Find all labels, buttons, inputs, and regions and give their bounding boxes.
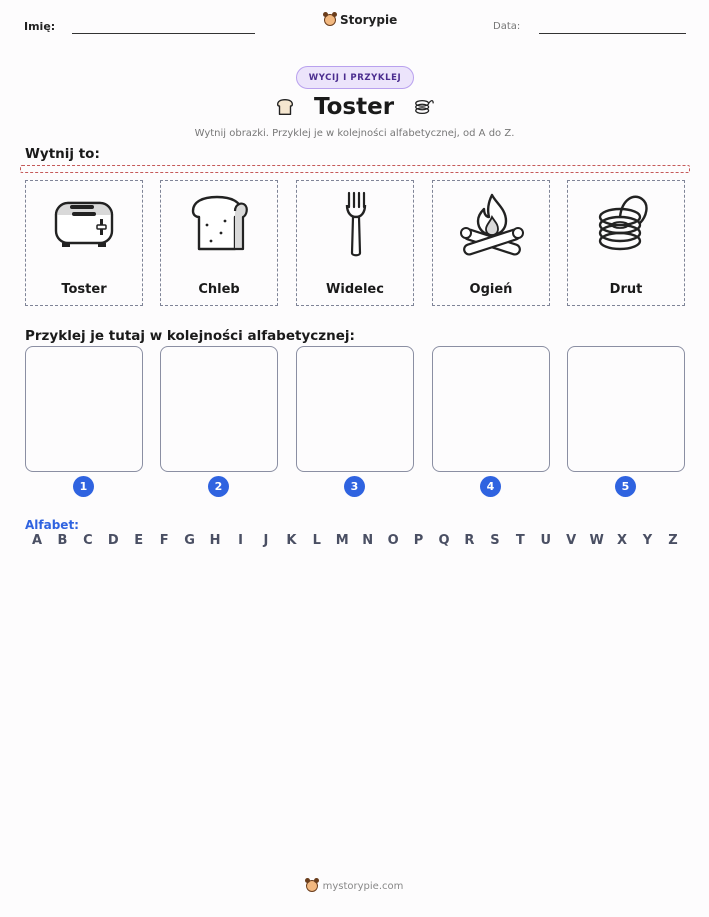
alphabet-letter: X [617, 533, 628, 548]
cut-section-label: Wytnij to: [25, 146, 100, 162]
title-row [270, 92, 440, 122]
cut-card-fork[interactable] [296, 180, 414, 306]
fork-icon [321, 189, 391, 259]
alphabet-letter: S [490, 533, 500, 548]
alphabet-letter: N [362, 533, 374, 548]
paste-section-label: Przyklej je tutaj w kolejności alfabetycznej: [25, 328, 355, 344]
date-line [539, 33, 686, 34]
alphabet-letter: F [159, 533, 169, 548]
number-badge: 3 [344, 476, 365, 497]
wire-coil-icon [412, 96, 436, 118]
alphabet-letter: I [238, 533, 243, 548]
footer [0, 880, 709, 892]
card-label: Widelec [326, 282, 384, 297]
alphabet-letter: V [566, 533, 577, 548]
bread-icon [185, 189, 255, 259]
alphabet-letter: Z [668, 533, 678, 548]
alphabet-letter: U [540, 533, 552, 548]
alphabet-letter: T [515, 533, 525, 548]
cut-card-wire[interactable] [567, 180, 685, 306]
alphabet-letter: G [184, 533, 195, 548]
alphabet-letter: Y [642, 533, 653, 548]
toaster-icon [50, 189, 120, 259]
number-badge: 4 [480, 476, 501, 497]
card-label: Chleb [198, 282, 240, 297]
cut-card-toaster[interactable] [25, 180, 143, 306]
number-badge: 5 [615, 476, 636, 497]
alphabet-letter: A [31, 533, 43, 548]
alphabet-letter: D [107, 533, 119, 548]
wire-coil-icon [592, 189, 662, 259]
paste-box-3[interactable] [296, 346, 414, 472]
alphabet-letter: L [312, 533, 321, 548]
alphabet-row [25, 533, 685, 548]
alphabet-letter: O [387, 533, 399, 548]
alphabet-letter: W [589, 533, 604, 548]
paste-box-4[interactable] [432, 346, 550, 472]
instructions: Wytnij obrazki. Przyklej je w kolejności alfabetycznej, od A do Z. [194, 128, 515, 139]
cut-card-bread[interactable] [160, 180, 278, 306]
number-badge: 2 [208, 476, 229, 497]
alphabet-letter: E [134, 533, 144, 548]
bear-logo-icon [306, 880, 318, 892]
paste-box-5[interactable] [567, 346, 685, 472]
alphabet-letter: B [57, 533, 68, 548]
bread-icon [274, 96, 296, 118]
brand-name: Storypie [340, 13, 398, 27]
alphabet-label: Alfabet: [25, 518, 79, 532]
alphabet-letter: Q [438, 533, 450, 548]
activity-badge: WYCIJ I PRZYKLEJ [296, 66, 414, 89]
cut-line [20, 165, 690, 173]
alphabet-letter: H [209, 533, 221, 548]
alphabet-letter: K [286, 533, 297, 548]
card-label: Toster [61, 282, 107, 297]
alphabet-letter: M [335, 533, 349, 548]
campfire-icon [457, 189, 527, 259]
paste-box-1[interactable] [25, 346, 143, 472]
number-badge: 1 [73, 476, 94, 497]
alphabet-letter: R [464, 533, 475, 548]
name-label: Imię: [24, 20, 56, 33]
paste-box-2[interactable] [160, 346, 278, 472]
date-label: Data: [493, 21, 521, 32]
brand-logo [324, 13, 397, 27]
card-label: Drut [609, 282, 643, 297]
card-label: Ogień [469, 282, 513, 297]
footer-link[interactable]: mystorypie.com [322, 880, 404, 892]
alphabet-letter: J [263, 533, 269, 548]
bear-logo-icon [324, 14, 336, 26]
page-title: Toster [313, 94, 395, 120]
cut-card-fire[interactable] [432, 180, 550, 306]
name-line [72, 33, 255, 34]
alphabet-letter: C [83, 533, 93, 548]
alphabet-letter: P [413, 533, 424, 548]
